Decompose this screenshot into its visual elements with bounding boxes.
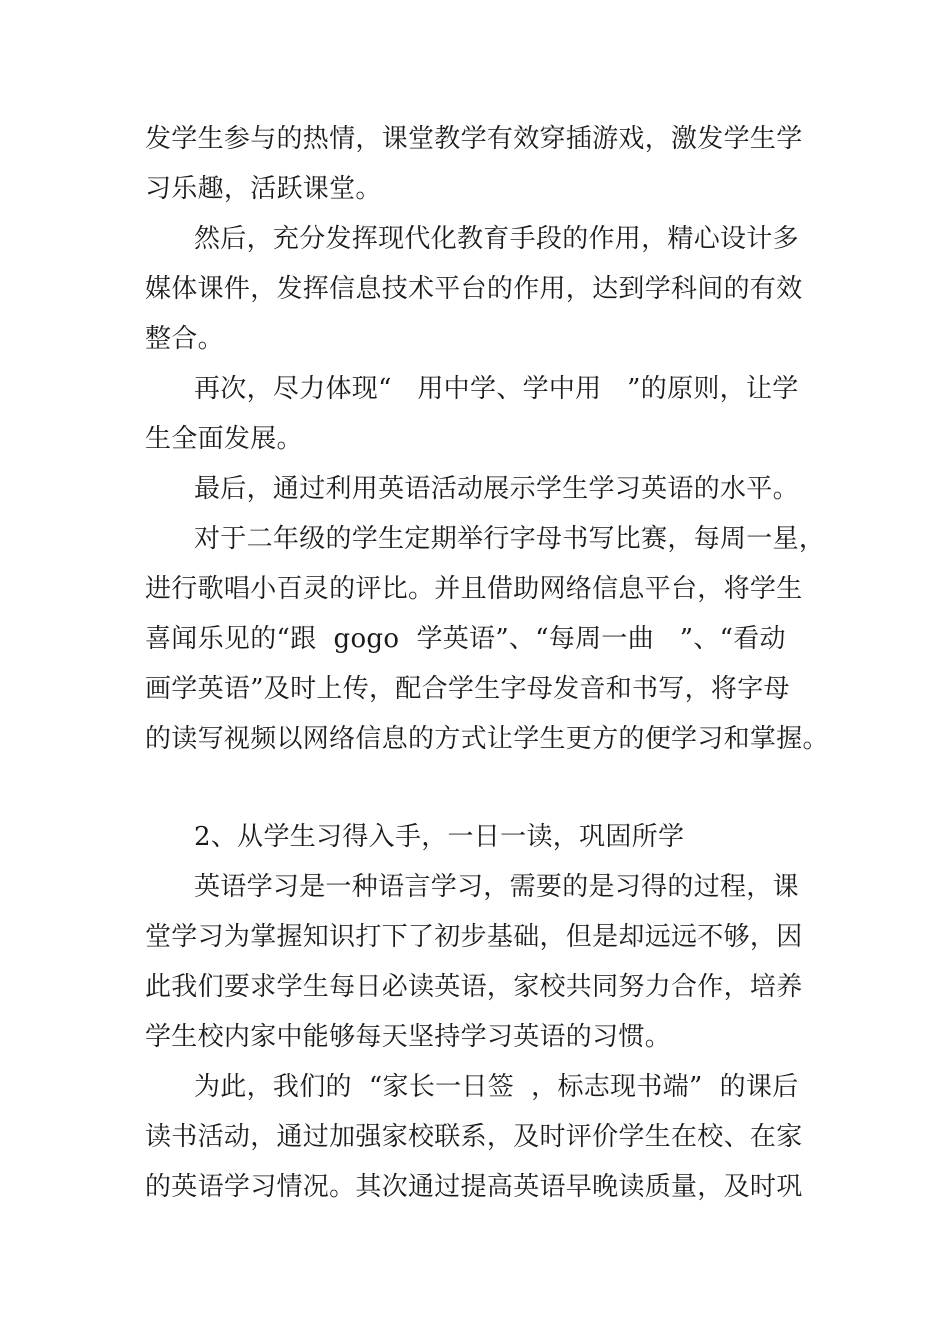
paragraph-line: 整合。 (145, 324, 224, 354)
paragraph-line: 为此，我们的 “家长一日签 ，标志现书端” 的课后 (194, 1072, 799, 1102)
paragraph-line: 读书活动，通过加强家校联系，及时评价学生在校、在家 (145, 1122, 803, 1152)
paragraph-line: 的英语学习情况。其次通过提高英语早晚读质量，及时巩 (145, 1172, 803, 1202)
paragraph-line: 此我们要求学生每日必读英语，家校共同努力合作，培养 (145, 972, 803, 1002)
paragraph-line: 进行歌唱小百灵的评比。并且借助网络信息平台，将学生 (145, 574, 803, 604)
paragraph-line: 最后，通过利用英语活动展示学生学习英语的水平。 (194, 474, 799, 504)
paragraph-line: 习乐趣，活跃课堂。 (145, 174, 382, 204)
paragraph-line: 再次，尽力体现“ 用中学、学中用 ”的原则，让学 (194, 374, 799, 404)
paragraph-line: 发学生参与的热情，课堂教学有效穿插游戏，激发学生学 (145, 124, 803, 154)
paragraph-line: 画学英语”及时上传，配合学生字母发音和书写，将字母 (145, 674, 790, 704)
section-heading: 2、从学生习得入手，一日一读，巩固所学 (194, 822, 685, 852)
paragraph-line: 然后，充分发挥现代化教育手段的作用，精心设计多 (194, 224, 799, 254)
paragraph-line: 对于二年级的学生定期举行字母书写比赛，每周一星， (194, 524, 826, 554)
paragraph-line: 媒体课件，发挥信息技术平台的作用，达到学科间的有效 (145, 274, 803, 304)
paragraph-line: 堂学习为掌握知识打下了初步基础，但是却远远不够，因 (145, 922, 803, 952)
paragraph-line: 的读写视频以网络信息的方式让学生更方的便学习和掌握。 (145, 724, 829, 754)
paragraph-line: 学生校内家中能够每天坚持学习英语的习惯。 (145, 1022, 672, 1052)
paragraph-line: 喜闻乐见的“跟 gogo 学英语”、“每周一曲 ”、“看动 (145, 624, 786, 654)
paragraph-line: 英语学习是一种语言学习，需要的是习得的过程，课 (194, 872, 799, 902)
paragraph-line: 生全面发展。 (145, 424, 303, 454)
